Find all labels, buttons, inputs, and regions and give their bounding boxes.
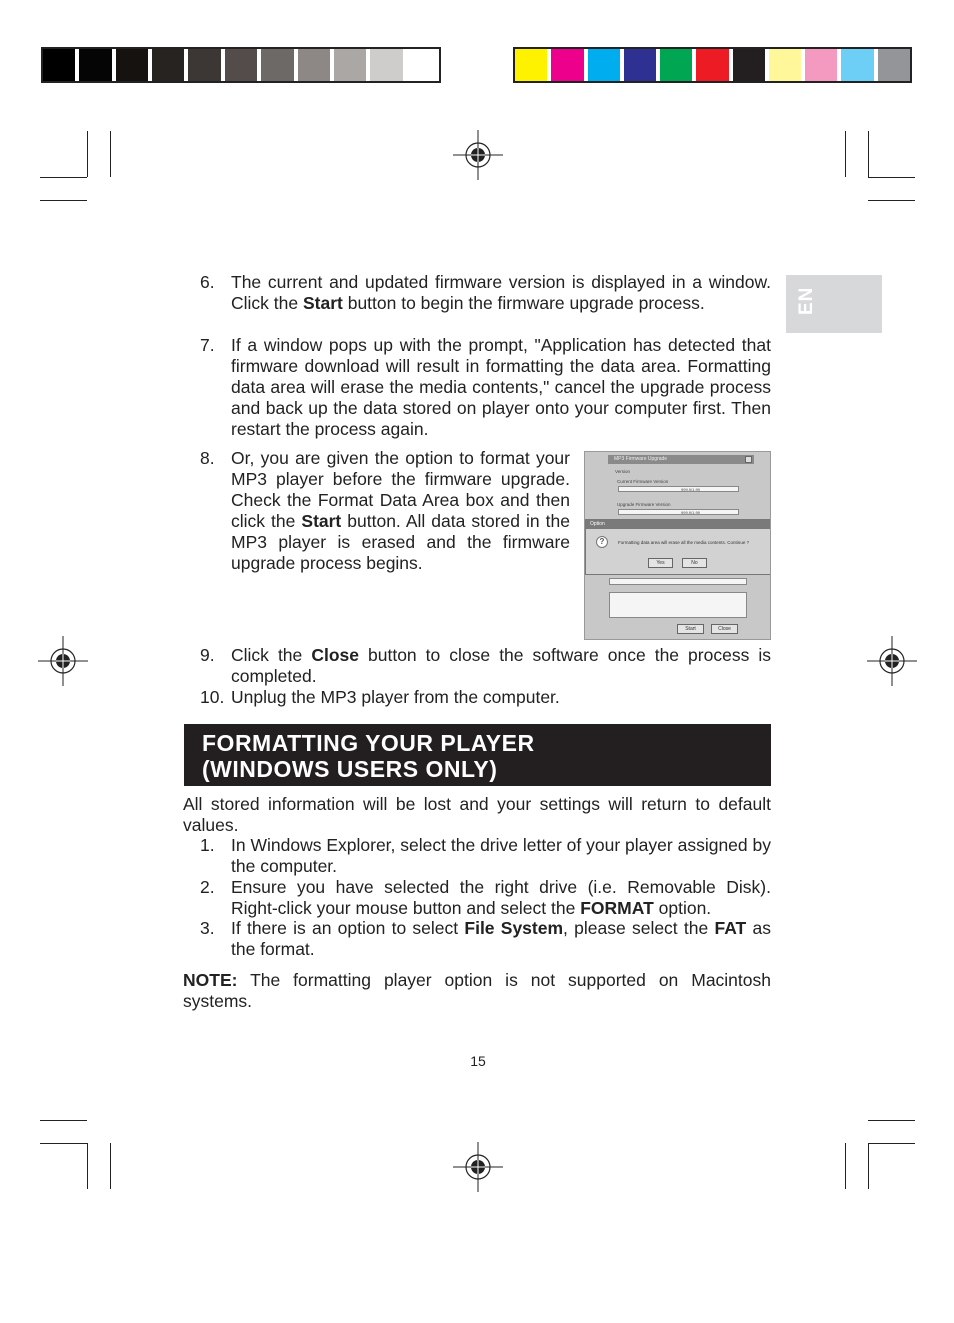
list-text: Unplug the MP3 player from the computer.	[231, 687, 560, 707]
firmware-upgrade-screenshot	[584, 451, 771, 640]
grayscale-color-bar	[41, 47, 441, 83]
section-intro: All stored information will be lost and your settings will return to default values.	[183, 794, 771, 835]
color-swatch	[733, 49, 769, 81]
crop-mark	[868, 177, 915, 178]
color-swatch	[551, 49, 587, 81]
color-swatch	[696, 49, 732, 81]
list-number: 7.	[200, 335, 215, 355]
list-item-8	[200, 448, 570, 598]
note-label: NOTE:	[183, 970, 238, 990]
section-heading-line-1: FORMATTING YOUR PLAYER	[202, 730, 535, 756]
crop-mark	[40, 177, 87, 178]
dialog-message: Formatting data area will erase all the media contents. Continue ?	[618, 540, 750, 545]
crop-mark	[40, 1120, 87, 1121]
crop-mark	[40, 200, 87, 201]
color-swatch	[515, 49, 551, 81]
crop-mark	[868, 1120, 915, 1121]
registration-mark-icon	[453, 1142, 503, 1192]
format-step-3	[200, 918, 771, 960]
list-number: 6.	[200, 272, 215, 292]
list-number: 10.	[200, 687, 225, 707]
list-text: In Windows Explorer, select the drive letter of your player assigned by the computer.	[231, 835, 771, 876]
crop-mark	[110, 131, 111, 177]
color-swatch	[769, 49, 805, 81]
list-text: Click the Close button to close the software once the process is completed.	[231, 645, 772, 686]
crop-mark	[87, 1143, 88, 1189]
list-item-9	[200, 645, 771, 687]
list-text: Or, you are given the option to format your MP3 player before the firmware upgrade. Check the Format Data Area box and then click the Start button. All data stored in the MP3 player is erased and the firmware upgrade process begins.	[231, 448, 570, 573]
current-version-field: 999.9/1.99	[618, 486, 739, 492]
color-swatch	[261, 49, 297, 81]
color-swatch	[805, 49, 841, 81]
registration-mark-icon	[867, 636, 917, 686]
progress-bar	[609, 578, 747, 585]
color-swatch	[225, 49, 261, 81]
section-heading	[184, 724, 771, 786]
color-swatch	[407, 49, 439, 81]
registration-mark-icon	[453, 130, 503, 180]
color-swatch	[660, 49, 696, 81]
status-area	[609, 592, 747, 618]
crop-mark	[868, 1143, 869, 1189]
list-item-6	[200, 272, 771, 335]
color-swatch	[116, 49, 152, 81]
color-swatch	[841, 49, 877, 81]
list-number: 3.	[200, 918, 215, 938]
start-button[interactable]: Start	[677, 624, 704, 634]
crop-mark	[845, 131, 846, 177]
color-swatch	[878, 49, 910, 81]
color-swatch	[334, 49, 370, 81]
crop-mark	[868, 200, 915, 201]
upgrade-version-label: Upgrade Firmware Version	[617, 502, 671, 507]
yes-button[interactable]: Yes	[648, 558, 673, 568]
format-step-1	[200, 835, 771, 877]
version-label: Version	[615, 469, 631, 474]
color-swatch	[370, 49, 406, 81]
list-text: The current and updated firmware version is displayed in a window. Click the Start button to begin the firmware upgrade process.	[231, 272, 771, 313]
note-text: The formatting player option is not supported on Macintosh systems.	[183, 970, 771, 1011]
window-title-bar: MP3 Firmware Upgrade	[608, 455, 754, 464]
list-number: 2.	[200, 877, 215, 897]
crop-mark	[87, 131, 88, 177]
list-number: 8.	[200, 448, 215, 468]
list-text: If a window pops up with the prompt, "Application has detected that firmware download will result in formatting the data area. Formatting data area will erase the media contents," cancel the upgrade process and back up the data stored on player onto your computer first. Then restart the process again.	[231, 335, 771, 439]
upgrade-version-field: 999.9/1.99	[618, 509, 739, 515]
color-swatch	[298, 49, 334, 81]
format-step-2	[200, 877, 771, 919]
question-icon: ?	[596, 536, 608, 548]
dialog-title-bar: Option	[586, 520, 770, 529]
section-heading-line-2: (WINDOWS USERS ONLY)	[202, 756, 498, 782]
current-version-label: Current Firmware Version	[617, 479, 669, 484]
process-color-bar	[513, 47, 912, 83]
color-swatch	[79, 49, 115, 81]
no-button[interactable]: No	[682, 558, 707, 568]
page-number: 15	[470, 1053, 486, 1069]
option-dialog	[585, 519, 771, 575]
language-tab-label: EN	[796, 286, 817, 315]
color-swatch	[188, 49, 224, 81]
list-item-10	[200, 687, 771, 708]
close-button[interactable]: Close	[711, 624, 738, 634]
crop-mark	[845, 1143, 846, 1189]
list-item-7	[200, 335, 771, 440]
color-swatch	[624, 49, 660, 81]
color-swatch	[152, 49, 188, 81]
crop-mark	[868, 1143, 915, 1144]
crop-mark	[40, 1143, 87, 1144]
close-icon	[745, 456, 752, 463]
crop-mark	[110, 1143, 111, 1189]
note-paragraph	[183, 970, 771, 1012]
language-tab	[786, 275, 882, 333]
color-swatch	[588, 49, 624, 81]
list-number: 1.	[200, 835, 215, 855]
list-number: 9.	[200, 645, 215, 665]
list-text: Ensure you have selected the right drive (i.e. Removable Disk). Right-click your mouse button and select the FORMAT option.	[231, 877, 771, 918]
crop-mark	[868, 131, 869, 177]
color-swatch	[43, 49, 79, 81]
registration-mark-icon	[38, 636, 88, 686]
list-text: If there is an option to select File System, please select the FAT as the format.	[231, 918, 771, 959]
